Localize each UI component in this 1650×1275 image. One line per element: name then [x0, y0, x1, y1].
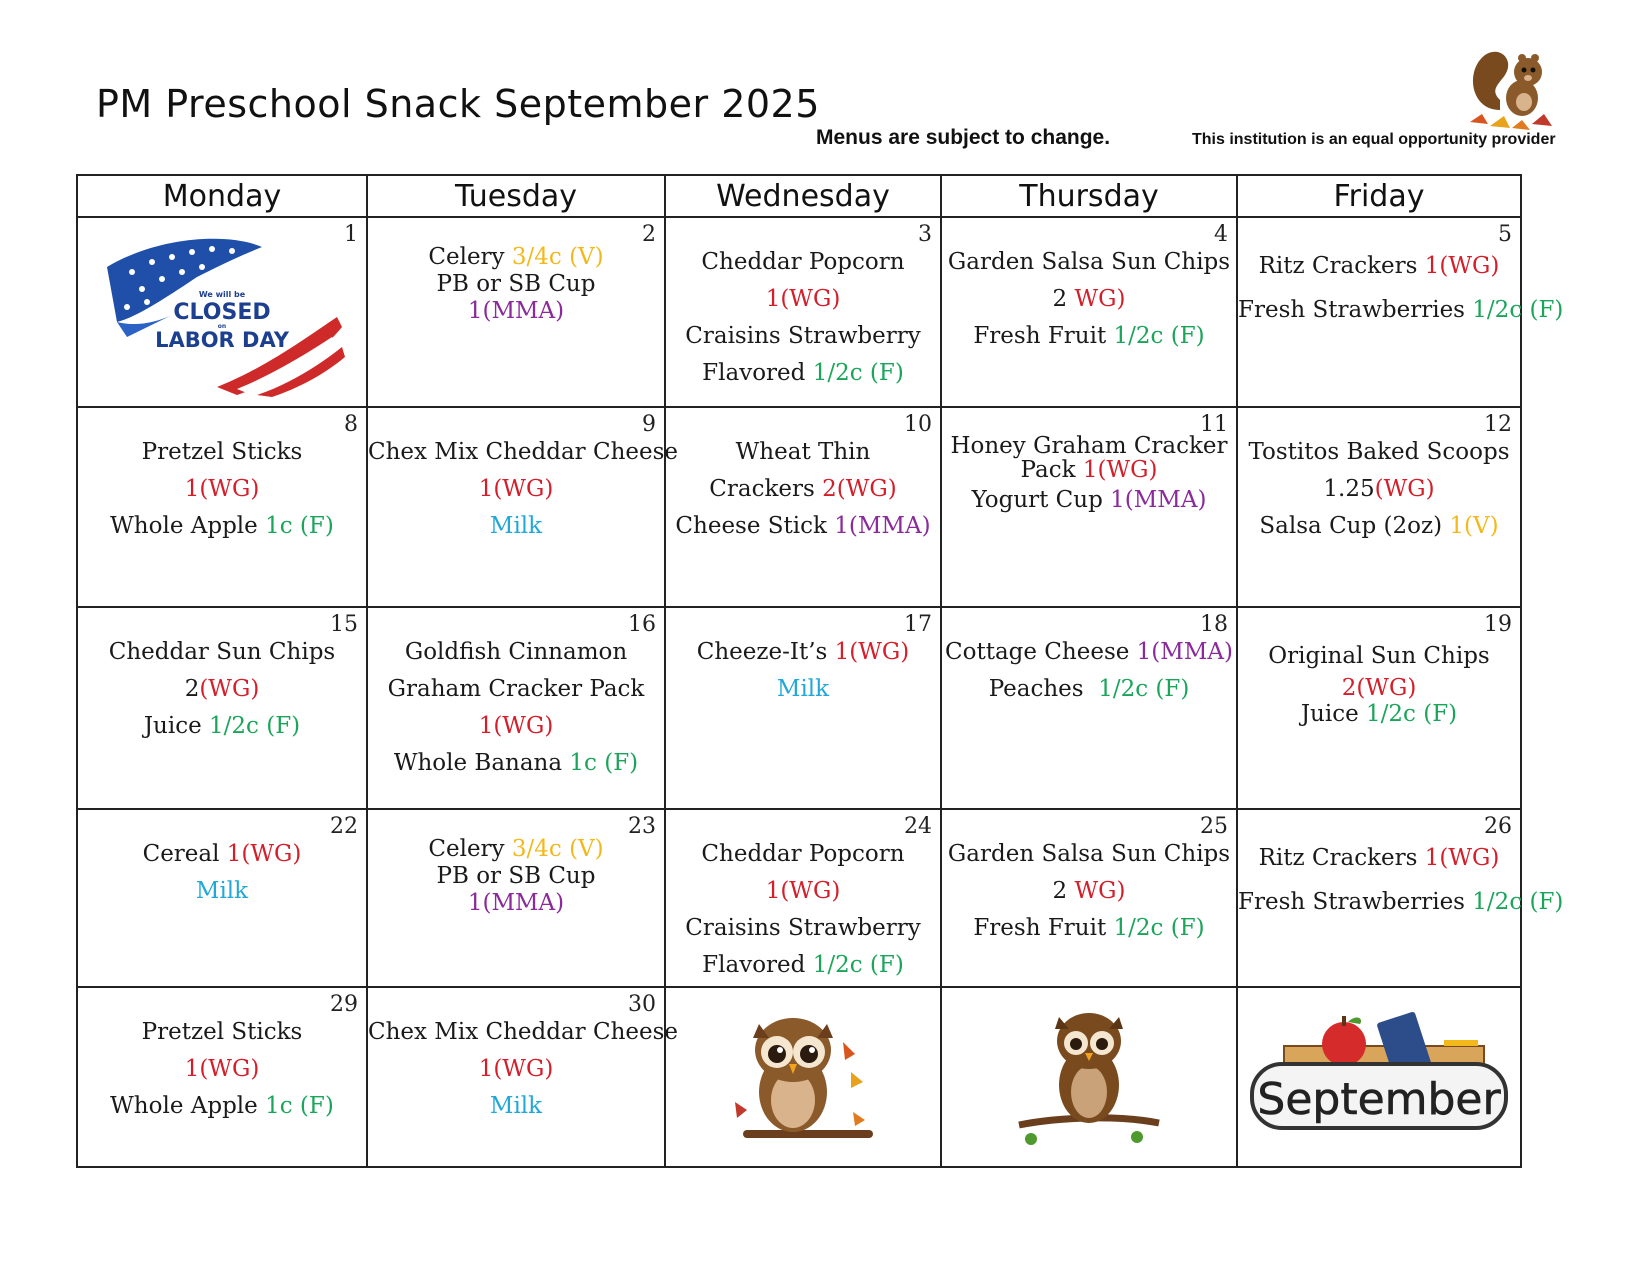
day-number: 25 [1200, 814, 1228, 839]
owl-on-branch-icon [1009, 997, 1169, 1157]
menu-item: Cottage Cheese [945, 639, 1137, 665]
day-number: 24 [904, 814, 932, 839]
menu-item: Whole Apple [110, 513, 266, 539]
menu-portion: 1c (F) [265, 513, 334, 539]
menu-portion: 1(WG) [1424, 253, 1500, 279]
day-cell [941, 217, 1237, 407]
menu-portion: 2(WG) [822, 476, 897, 502]
menu-portion: 1(WG) [765, 286, 841, 312]
snack-calendar [76, 174, 1564, 1168]
menu-item: Milk [489, 513, 543, 539]
menu-item: Crackers [709, 476, 823, 502]
menu-item: Cheeze-It’s [696, 639, 835, 665]
menu-portion: 1(MMA) [1136, 639, 1233, 665]
day-cell [367, 809, 665, 987]
weekday-monday: Monday [77, 175, 367, 217]
squirrel-icon [1460, 40, 1560, 130]
day-cell [367, 987, 679, 1167]
day-number: 11 [1200, 412, 1228, 437]
menu-item: 1.25 [1323, 476, 1375, 502]
menu-item: Flavored [702, 360, 813, 386]
day-number: 5 [1498, 222, 1512, 247]
menu-item: Craisins Strawberry [685, 323, 921, 349]
day-number: 9 [642, 412, 656, 437]
equal-opportunity-note: This institution is an equal opportunity provider [1192, 131, 1556, 148]
menu-portion: (WG) [199, 676, 260, 702]
menu-item: Flavored [702, 952, 813, 978]
menu-item: Cheddar Sun Chips [108, 639, 336, 665]
menu-portion: 1(WG) [834, 639, 910, 665]
day-cell [1237, 217, 1564, 407]
menu-item: Celery [428, 836, 512, 862]
labor-day-closed-graphic [97, 227, 347, 397]
menu-item: Juice [1300, 701, 1367, 727]
day-cell [367, 607, 665, 809]
menu-item: Chex Mix Cheddar Cheese [368, 1019, 679, 1045]
closure-line4: LABOR DAY [155, 328, 289, 352]
day-cell [665, 607, 941, 809]
menu-portion: 1/2c (F) [209, 713, 301, 739]
menu-portion: 1(WG) [1424, 845, 1500, 871]
day-cell [367, 407, 679, 607]
menu-portion: 1(MMA) [467, 298, 565, 324]
menu-item: Original Sun Chips [1268, 643, 1490, 669]
menu-item: 2 [1052, 286, 1075, 312]
day-cell [941, 987, 1237, 1167]
menu-item: Whole Apple [110, 1093, 266, 1119]
menu-portion: 1(WG) [478, 713, 554, 739]
day-number: 26 [1484, 814, 1512, 839]
menu-portion: 1(MMA) [834, 513, 931, 539]
day-cell [941, 407, 1237, 607]
menu-portion: 1c (F) [265, 1093, 334, 1119]
menu-item: Pretzel Sticks [141, 1019, 303, 1045]
menu-portion: 1/2c (F) [812, 360, 904, 386]
weekday-friday: Friday [1237, 175, 1521, 217]
day-cell [941, 809, 1237, 987]
weekday-wednesday: Wednesday [665, 175, 941, 217]
menu-item: 2 [1052, 878, 1075, 904]
menu-item: Chex Mix Cheddar Cheese [368, 439, 679, 465]
weekday-tuesday: Tuesday [367, 175, 665, 217]
menu-item: Milk [195, 878, 249, 904]
day-number: 19 [1484, 612, 1512, 637]
day-cell [665, 987, 941, 1167]
menu-portion: WG) [1074, 286, 1126, 312]
closure-line2: CLOSED [173, 300, 271, 325]
menu-portion: 1/2c (F) [1366, 701, 1458, 727]
menu-portion: 1(WG) [184, 1056, 260, 1082]
menu-item: Whole Banana [393, 750, 570, 776]
menu-portion: 1/2c (F) [1098, 676, 1190, 702]
menu-item: 2 [184, 676, 200, 702]
menu-item: Milk [776, 676, 830, 702]
day-number: 4 [1214, 222, 1228, 247]
day-number: 3 [918, 222, 932, 247]
day-cell [665, 809, 941, 987]
menu-portion: 1/2c (F) [1113, 915, 1205, 941]
menu-change-note: Menus are subject to change. [816, 126, 1111, 149]
september-badge-icon [1244, 1002, 1514, 1152]
menu-portion: 1(V) [1449, 513, 1499, 539]
day-cell [1237, 607, 1521, 809]
menu-portion: (WG) [1374, 476, 1435, 502]
menu-item: PB or SB Cup [436, 271, 596, 297]
day-cell [77, 987, 367, 1167]
menu-item: Fresh Fruit [973, 323, 1114, 349]
menu-portion: 1(WG) [226, 841, 302, 867]
menu-item: Tostitos Baked Scoops [1248, 439, 1510, 465]
menu-item: Goldfish Cinnamon [404, 639, 628, 665]
day-cell [77, 809, 367, 987]
menu-portion: 1(WG) [765, 878, 841, 904]
day-cell [665, 217, 941, 407]
menu-item: Salsa Cup (2oz) [1259, 513, 1450, 539]
menu-item: Juice [143, 713, 210, 739]
day-cell [77, 407, 367, 607]
menu-item: Garden Salsa Sun Chips [947, 249, 1231, 275]
menu-portion: 1/2c (F) [1472, 889, 1564, 915]
menu-item: Craisins Strawberry [685, 915, 921, 941]
day-cell [77, 217, 367, 407]
menu-portion: 1/2c (F) [812, 952, 904, 978]
day-number: 15 [330, 612, 358, 637]
menu-portion: WG) [1074, 878, 1126, 904]
day-number: 2 [642, 222, 656, 247]
menu-portion: 1(WG) [478, 476, 554, 502]
menu-item: Celery [428, 244, 512, 270]
menu-item: PB or SB Cup [436, 863, 596, 889]
day-cell [77, 607, 367, 809]
menu-portion: 1(MMA) [1110, 487, 1207, 513]
day-cell [1237, 809, 1564, 987]
menu-item: Pretzel Sticks [141, 439, 303, 465]
menu-item: Wheat Thin [735, 439, 871, 465]
menu-portion: 1c (F) [569, 750, 639, 776]
menu-portion: 1(WG) [184, 476, 260, 502]
menu-portion: 1(WG) [478, 1056, 554, 1082]
owl-autumn-icon [723, 1002, 883, 1152]
menu-portion: 3/4c (V) [511, 836, 604, 862]
menu-portion: 1(WG) [1082, 457, 1158, 483]
menu-portion: 1/2c (F) [1113, 323, 1205, 349]
day-number: 16 [628, 612, 656, 637]
menu-item: Fresh Fruit [973, 915, 1114, 941]
closure-line3: on [217, 323, 227, 330]
menu-item: Cheddar Popcorn [701, 249, 905, 275]
day-number: 30 [628, 992, 656, 1017]
day-number: 1 [344, 222, 358, 247]
day-number: 29 [330, 992, 358, 1017]
menu-item: Fresh Strawberries [1238, 297, 1473, 323]
day-number: 10 [904, 412, 932, 437]
day-number: 22 [330, 814, 358, 839]
menu-item: Garden Salsa Sun Chips [947, 841, 1231, 867]
day-cell [1237, 987, 1521, 1167]
day-number: 18 [1200, 612, 1228, 637]
day-cell [665, 407, 941, 607]
menu-item: Cheese Stick [675, 513, 835, 539]
menu-item: Peaches [988, 676, 1099, 702]
menu-item: Pack [1020, 457, 1083, 483]
menu-item: Yogurt Cup [971, 487, 1111, 513]
day-cell [1237, 407, 1521, 607]
menu-portion: 3/4c (V) [511, 244, 604, 270]
menu-item: Ritz Crackers [1258, 253, 1425, 279]
day-number: 17 [904, 612, 932, 637]
day-cell [367, 217, 665, 407]
menu-item: Milk [489, 1093, 543, 1119]
day-cell [941, 607, 1237, 809]
menu-item: Cheddar Popcorn [701, 841, 905, 867]
september-badge-text: September [1257, 1074, 1501, 1125]
menu-portion: 2(WG) [1341, 675, 1417, 701]
closure-line1: We will be [198, 290, 246, 299]
day-number: 23 [628, 814, 656, 839]
menu-item: Ritz Crackers [1258, 845, 1425, 871]
menu-item: Graham Cracker Pack [387, 676, 645, 702]
menu-portion: 1/2c (F) [1472, 297, 1564, 323]
day-number: 8 [344, 412, 358, 437]
menu-item: Cereal [142, 841, 227, 867]
menu-portion: 1(MMA) [467, 890, 565, 916]
page-title: PM Preschool Snack September 2025 [96, 82, 820, 126]
weekday-thursday: Thursday [941, 175, 1237, 217]
menu-item: Fresh Strawberries [1238, 889, 1473, 915]
menu-item: Honey Graham Cracker [950, 433, 1228, 459]
day-number: 12 [1484, 412, 1512, 437]
